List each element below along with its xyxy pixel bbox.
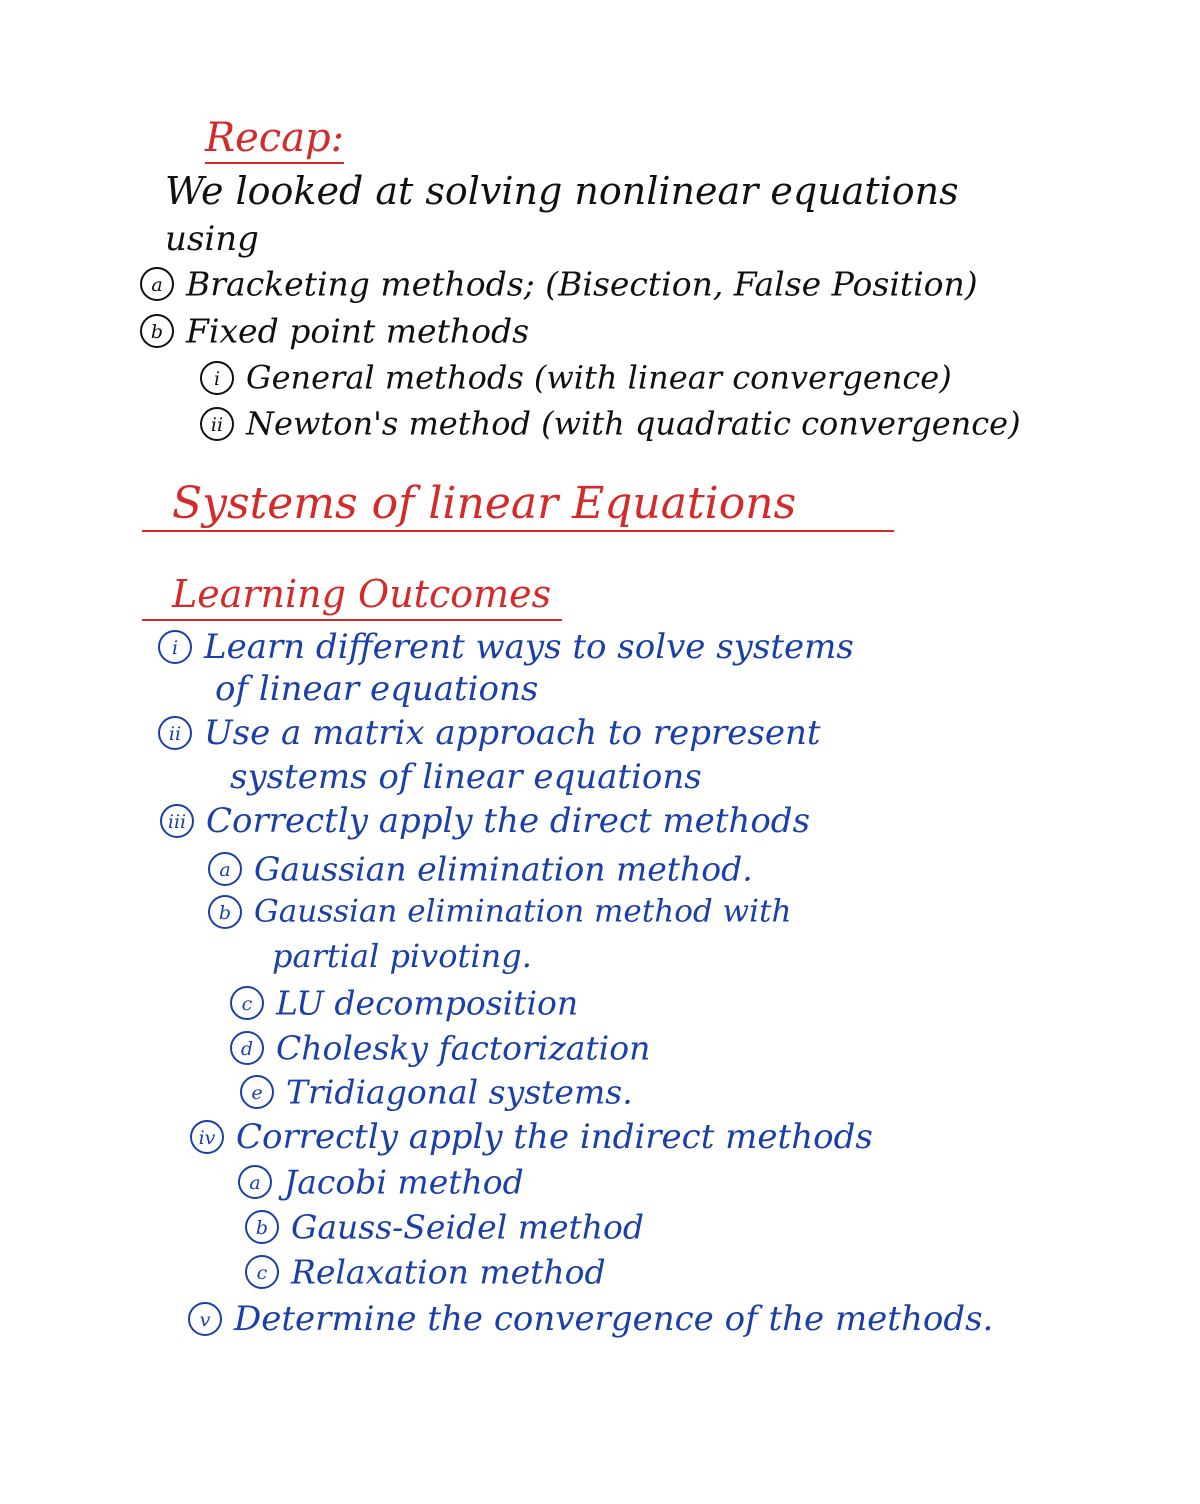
sub-item-text: Gauss-Seidel method [291,1207,645,1247]
circled-marker: d [230,1031,264,1065]
section-title-rule [142,530,894,532]
circled-marker: b [245,1210,279,1244]
outcome-1 [158,627,854,667]
sub-item-text: Cholesky factorization [276,1028,651,1068]
circled-marker: i [200,361,234,395]
circled-marker: ii [200,407,234,441]
sub-item-text: Gaussian elimination method with [254,893,792,930]
recap-heading: Recap: [205,118,344,164]
circled-marker: iv [190,1120,224,1154]
sub-item-text: Gaussian elimination method. [254,849,753,889]
recap-subitem-text: General methods (with linear convergence) [246,358,952,397]
circled-marker: i [158,630,192,664]
outcome-3-b [208,895,791,929]
outcomes-heading-rule [142,619,562,621]
outcome-text: Correctly apply the indirect methods [236,1117,873,1157]
sub-item-text: Tridiagonal systems. [286,1072,633,1112]
outcome-4-b [245,1207,645,1247]
circled-marker: a [238,1165,272,1199]
circled-marker: a [208,852,242,886]
outcome-3-c [230,983,579,1023]
recap-subitem-text: Newton's method (with quadratic convergence) [246,404,1021,443]
sub-item-text: Relaxation method [291,1252,606,1292]
recap-intro-line1: We looked at solving nonlinear equations [165,169,959,213]
outcome-3-e [240,1072,633,1112]
circled-marker: iii [160,804,194,838]
sub-item-text: LU decomposition [276,983,579,1023]
outcome-text: Determine the convergence of the methods. [234,1299,994,1339]
outcome-4-a [238,1162,524,1202]
circled-marker: b [140,314,174,348]
outcome-5 [188,1299,994,1339]
outcomes-heading: Learning Outcomes [172,572,552,616]
recap-item-text: Fixed point methods [186,311,530,351]
recap-item-text: Bracketing methods; (Bisection, False Position) [186,264,978,304]
outcome-4-c [245,1252,606,1292]
outcome-4 [190,1117,873,1157]
recap-intro-line2: using [165,219,259,259]
recap-item-a [140,264,978,304]
circled-marker: ii [158,716,192,750]
section-title: Systems of linear Equations [172,478,797,529]
outcome-3 [160,801,811,841]
circled-marker: c [245,1255,279,1289]
recap-subitem-i [200,359,952,395]
sub-item-text: Jacobi method [284,1162,524,1202]
outcome-text: Use a matrix approach to represent [204,713,821,753]
outcome-2 [158,713,821,753]
recap-item-b [140,311,530,351]
circled-marker: v [188,1302,222,1336]
outcome-3-a [208,849,753,889]
outcome-3-d [230,1028,651,1068]
circled-marker: b [208,895,242,929]
circled-marker: e [240,1075,274,1109]
outcome-1-cont: of linear equations [215,669,539,709]
circled-marker: c [230,986,264,1020]
outcome-2-cont: systems of linear equations [230,757,702,797]
outcome-3-b-cont: partial pivoting. [272,937,532,975]
circled-marker: a [140,267,174,301]
recap-subitem-ii [200,405,1021,441]
outcome-text: Learn different ways to solve systems [204,627,854,667]
outcome-text: Correctly apply the direct methods [206,801,811,841]
